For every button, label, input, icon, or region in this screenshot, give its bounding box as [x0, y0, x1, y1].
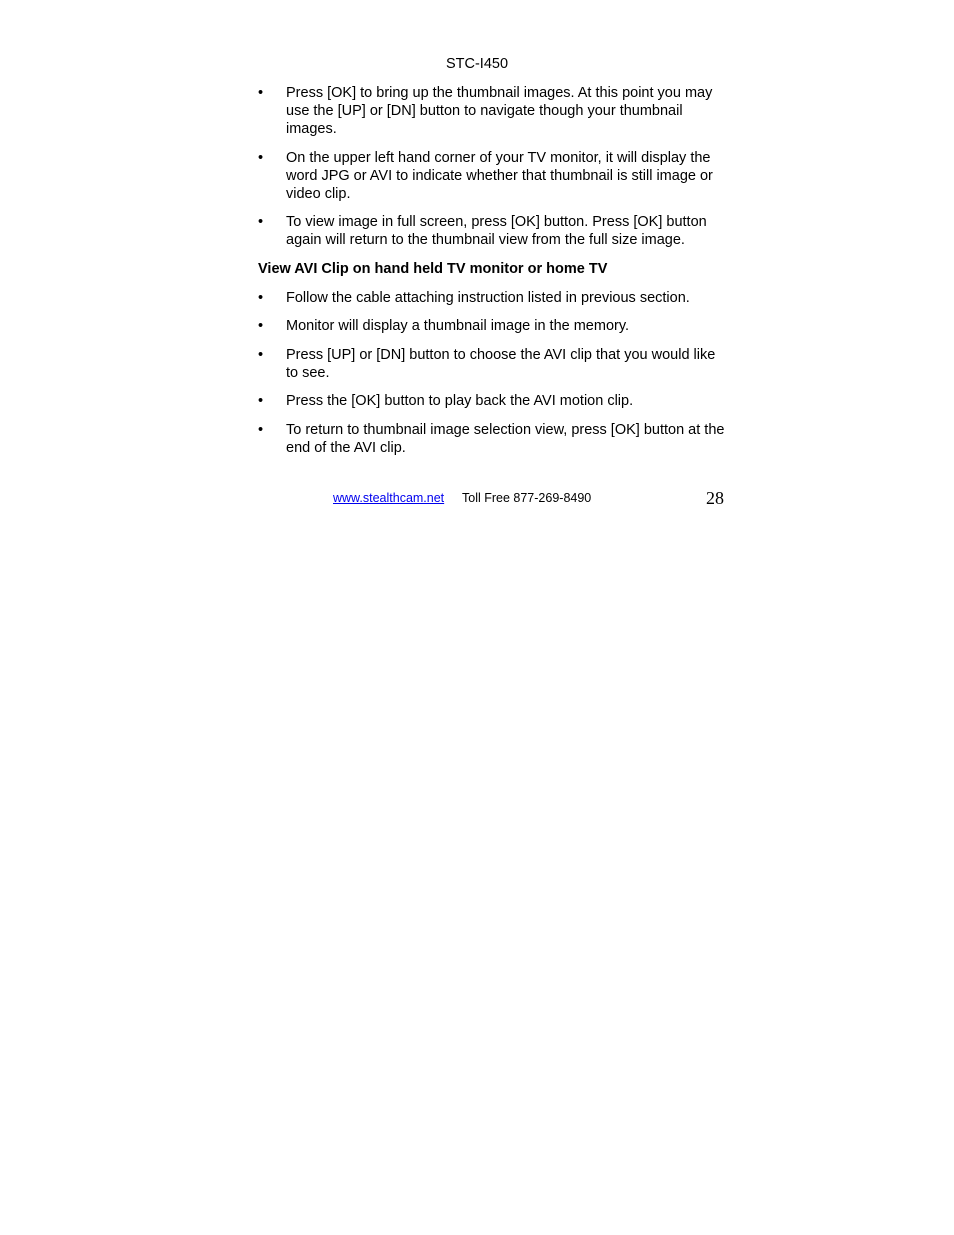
list-item-text: Follow the cable attaching instruction listed in previous section. [286, 289, 690, 306]
bullet-icon: • [258, 346, 264, 363]
page-footer [258, 488, 724, 512]
list-item [258, 84, 728, 138]
bullet-icon: • [258, 421, 264, 438]
bullet-icon: • [258, 149, 264, 166]
list-item [258, 421, 728, 457]
list-item [258, 392, 728, 410]
list-item [258, 346, 728, 382]
list-item-text: To return to thumbnail image selection view, press [OK] button at the end of the AVI clip. [286, 421, 725, 456]
instruction-list-avi [258, 289, 728, 457]
list-item-text: Monitor will display a thumbnail image in the memory. [286, 318, 630, 334]
bullet-icon: • [258, 85, 264, 101]
list-item [258, 149, 728, 203]
bullet-icon: • [258, 289, 264, 306]
instruction-list-thumbnail [258, 84, 728, 249]
bullet-icon: • [258, 393, 264, 409]
website-link[interactable]: www.stealthcam.net [333, 491, 445, 505]
list-item [258, 317, 728, 335]
list-item [258, 289, 728, 307]
toll-free-phone: Toll Free 877-269-8490 [462, 491, 592, 505]
list-item-text: Press the [OK] button to play back the AVI motion clip. [286, 393, 634, 409]
list-item-text: Press [UP] or [DN] button to choose the AVI clip that you would like to see. [286, 346, 716, 381]
page-content [258, 84, 728, 467]
list-item-text: On the upper left hand corner of your TV monitor, it will display the word JPG or AVI to indicate whether that thumbnail is still image or video clip. [286, 149, 713, 202]
bullet-icon: • [258, 214, 264, 230]
page-header-model: STC-I450 [445, 56, 509, 72]
list-item-text: To view image in full screen, press [OK] button. Press [OK] button again will return to the thumbnail view from the full size image. [286, 214, 707, 248]
list-item [258, 213, 728, 249]
page-number: 28 [706, 488, 724, 508]
section-heading: View AVI Clip on hand held TV monitor or home TV [258, 260, 608, 277]
bullet-icon: • [258, 318, 264, 334]
list-item-text: Press [OK] to bring up the thumbnail images. At this point you may use the [UP] or [DN] button to navigate though your thumbnail images. [286, 85, 713, 137]
